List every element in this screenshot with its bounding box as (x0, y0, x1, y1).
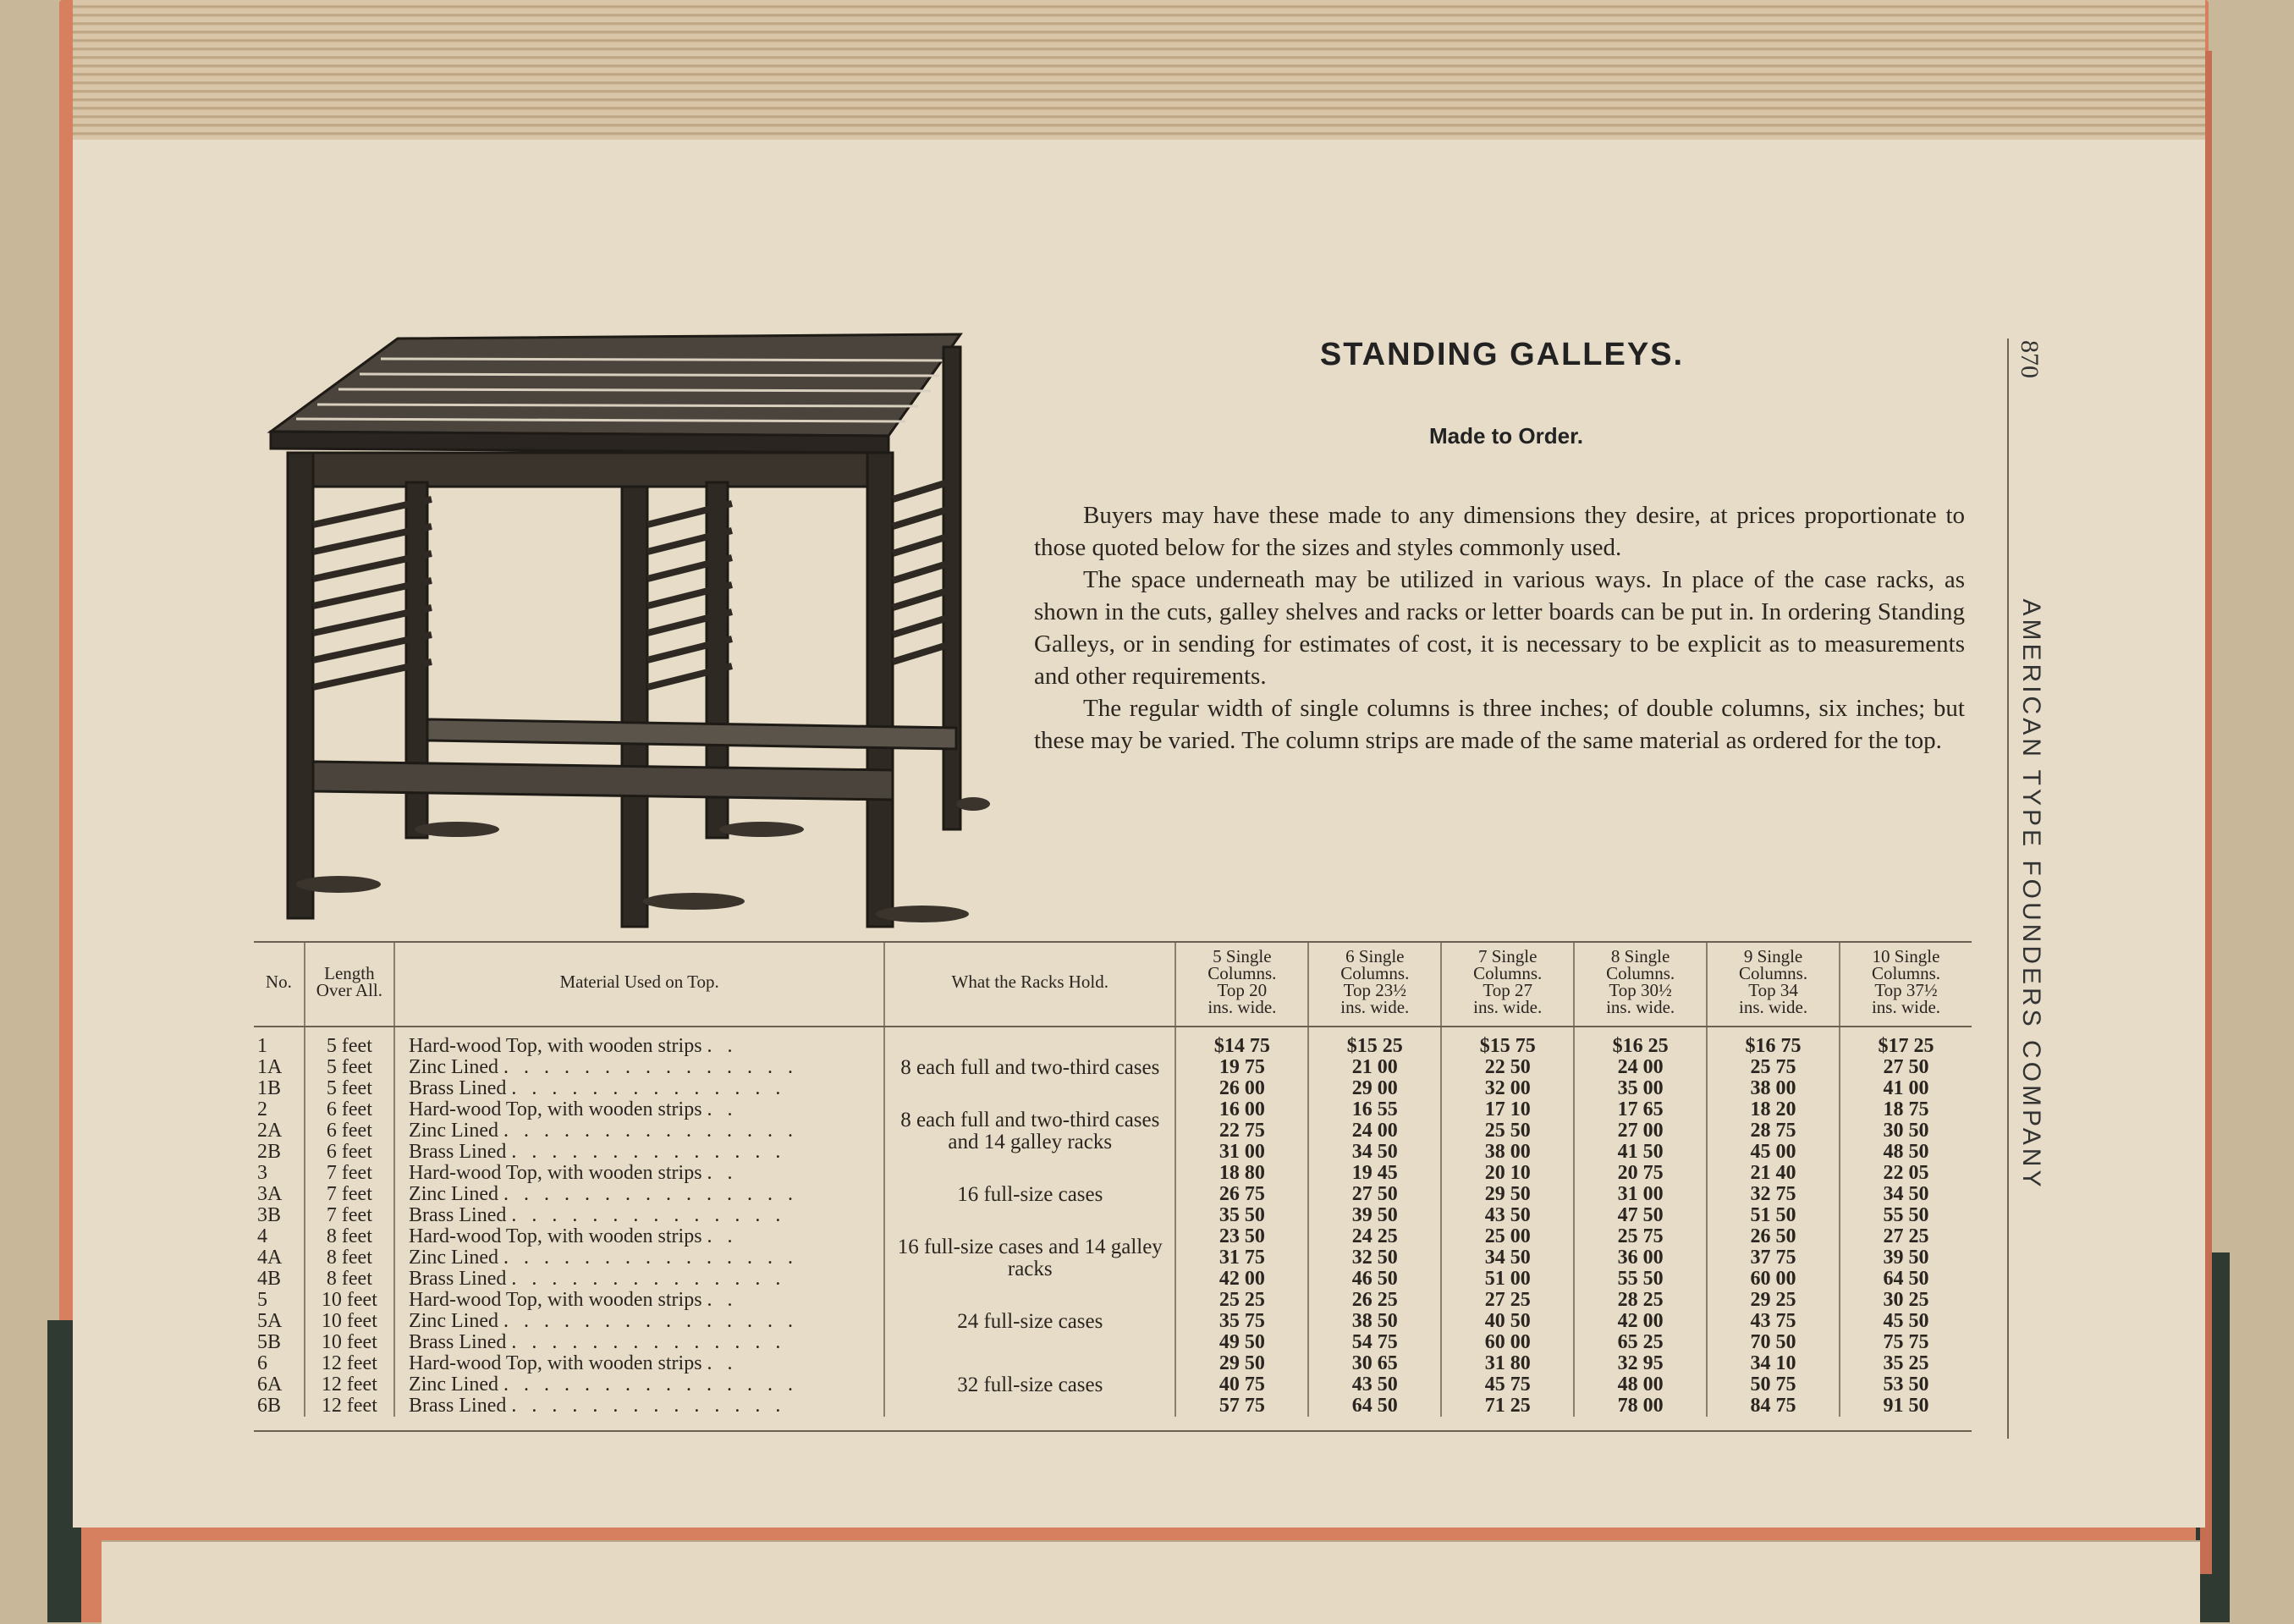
header-col-9: 9 Single Columns. Top 34 ins. wide. (1707, 942, 1840, 1027)
row-length: 7 feet (305, 1205, 394, 1226)
price-cell: 26 00 (1175, 1078, 1308, 1099)
price-cell: 26 25 (1308, 1290, 1441, 1311)
price-cell: 32 00 (1441, 1078, 1574, 1099)
price-cell: 60 00 (1441, 1332, 1574, 1353)
price-cell: 19 75 (1175, 1057, 1308, 1078)
row-no: 2B (257, 1141, 282, 1163)
row-no: 1 (257, 1035, 267, 1057)
price-cell: 43 50 (1308, 1374, 1441, 1396)
price-cell: 84 75 (1707, 1396, 1840, 1417)
row-material: Zinc Lined . . . . . . . . . . . . . . . (394, 1374, 884, 1396)
price-cell: 35 50 (1175, 1205, 1308, 1226)
price-cell: 39 50 (1840, 1247, 1972, 1269)
row-material: Brass Lined . . . . . . . . . . . . . . (394, 1078, 884, 1099)
price-cell: 17 65 (1574, 1099, 1707, 1120)
price-cell: 48 50 (1840, 1142, 1972, 1163)
price-cell: 64 50 (1840, 1269, 1972, 1290)
price-cell: 27 50 (1308, 1184, 1441, 1205)
price-cell: 41 50 (1574, 1142, 1707, 1163)
price-cell: $15 75 (1441, 1027, 1574, 1057)
row-material: Hard-wood Top, with wooden strips . . (394, 1163, 884, 1184)
price-cell: 40 75 (1175, 1374, 1308, 1396)
price-cell: 32 50 (1308, 1247, 1441, 1269)
price-cell: 29 50 (1441, 1184, 1574, 1205)
page-number: 870 (2016, 340, 2044, 378)
price-cell: 20 75 (1574, 1163, 1707, 1184)
price-cell: 18 20 (1707, 1099, 1840, 1120)
header-length: Length Over All. (305, 942, 394, 1027)
price-cell: 91 50 (1840, 1396, 1972, 1417)
price-cell: 51 50 (1707, 1205, 1840, 1226)
row-no: 5 (257, 1289, 267, 1311)
price-cell: 37 75 (1707, 1247, 1840, 1269)
row-no: 1A (257, 1056, 283, 1078)
row-no: 6A (257, 1374, 283, 1396)
row-material: Hard-wood Top, with wooden strips . . (394, 1099, 884, 1120)
price-cell: 25 75 (1574, 1226, 1707, 1247)
price-cell: $17 25 (1840, 1027, 1972, 1057)
price-cell: 78 00 (1574, 1396, 1707, 1417)
next-page-edge (102, 1540, 2200, 1624)
price-cell: 31 00 (1574, 1184, 1707, 1205)
price-cell: 34 50 (1840, 1184, 1972, 1205)
price-cell: 29 50 (1175, 1353, 1308, 1374)
header-racks: What the Racks Hold. (884, 942, 1175, 1027)
price-cell: 51 00 (1441, 1269, 1574, 1290)
header-col-8: 8 Single Columns. Top 30½ ins. wide. (1574, 942, 1707, 1027)
price-cell: 60 00 (1707, 1269, 1840, 1290)
price-cell: 27 25 (1441, 1290, 1574, 1311)
paragraph-3: The regular width of single columns is three inches; of double columns, six inches; but these may be varied. The column strips are made of the same material as ordered for the top. (1034, 695, 1965, 754)
price-cell: $16 75 (1707, 1027, 1840, 1057)
price-table (254, 941, 1972, 1417)
price-cell: 55 50 (1574, 1269, 1707, 1290)
row-no: 5B (257, 1331, 282, 1353)
row-length: 5 feet (305, 1078, 394, 1099)
row-material: Zinc Lined . . . . . . . . . . . . . . . (394, 1120, 884, 1142)
row-material: Zinc Lined . . . . . . . . . . . . . . . (394, 1311, 884, 1332)
price-cell: 34 50 (1441, 1247, 1574, 1269)
description (1034, 499, 1965, 757)
row-length: 10 feet (305, 1311, 394, 1332)
row-no: 3B (257, 1204, 282, 1226)
table-row (254, 1290, 1972, 1311)
price-cell: 39 50 (1308, 1205, 1441, 1226)
price-cell: 31 80 (1441, 1353, 1574, 1374)
row-material: Hard-wood Top, with wooden strips . . (394, 1290, 884, 1311)
price-cell: 22 50 (1441, 1057, 1574, 1078)
row-no: 6B (257, 1395, 282, 1417)
row-length: 5 feet (305, 1027, 394, 1057)
price-cell: 35 00 (1574, 1078, 1707, 1099)
price-cell: 46 50 (1308, 1269, 1441, 1290)
price-cell: 34 10 (1707, 1353, 1840, 1374)
table-row (254, 1099, 1972, 1120)
racks-cell: 16 full-size cases (884, 1163, 1175, 1226)
table-row (254, 1353, 1972, 1374)
row-material: Brass Lined . . . . . . . . . . . . . . (394, 1142, 884, 1163)
row-material: Zinc Lined . . . . . . . . . . . . . . . (394, 1184, 884, 1205)
header-col-10: 10 Single Columns. Top 37½ ins. wide. (1840, 942, 1972, 1027)
price-cell: 26 50 (1707, 1226, 1840, 1247)
row-no: 3 (257, 1162, 267, 1184)
price-cell: 35 75 (1175, 1311, 1308, 1332)
price-cell: 38 00 (1441, 1142, 1574, 1163)
price-cell: 43 50 (1441, 1205, 1574, 1226)
row-no: 4B (257, 1268, 282, 1290)
price-cell: 55 50 (1840, 1205, 1972, 1226)
page-subtitle: Made to Order. (1428, 423, 1584, 449)
table-header-row (254, 942, 1972, 1027)
price-cell: 36 00 (1574, 1247, 1707, 1269)
price-cell: 29 25 (1707, 1290, 1840, 1311)
header-col-7: 7 Single Columns. Top 27 ins. wide. (1441, 942, 1574, 1027)
price-cell: 27 25 (1840, 1226, 1972, 1247)
table-bottom-rule (254, 1430, 1972, 1432)
row-no: 5A (257, 1310, 283, 1332)
price-cell: $14 75 (1175, 1027, 1308, 1057)
header-col-5: 5 Single Columns. Top 20 ins. wide. (1175, 942, 1308, 1027)
running-head: AMERICAN TYPE FOUNDERS COMPANY (2017, 598, 2045, 1191)
row-length: 7 feet (305, 1163, 394, 1184)
row-material: Brass Lined . . . . . . . . . . . . . . (394, 1332, 884, 1353)
header-material: Material Used on Top. (394, 942, 884, 1027)
price-cell: 21 00 (1308, 1057, 1441, 1078)
row-material: Zinc Lined . . . . . . . . . . . . . . . (394, 1057, 884, 1078)
paragraph-2: The space underneath may be utilized in various ways. In place of the case racks, as shown in the cuts, galley shelves and racks or letter boards can be put in. In ordering Standing Galleys, or in sending for estimates of cost, it is necessary to be explicit as to measurements and other requirements. (1034, 566, 1965, 690)
row-length: 10 feet (305, 1290, 394, 1311)
standing-galley-illustration (262, 330, 990, 939)
header-col-6: 6 Single Columns. Top 23½ ins. wide. (1308, 942, 1441, 1027)
price-cell: 45 50 (1840, 1311, 1972, 1332)
price-cell: 18 75 (1840, 1099, 1972, 1120)
price-cell: 47 50 (1574, 1205, 1707, 1226)
row-length: 7 feet (305, 1184, 394, 1205)
racks-cell: 8 each full and two-third cases (884, 1027, 1175, 1099)
price-cell: 19 45 (1308, 1163, 1441, 1184)
price-cell: 25 00 (1441, 1226, 1574, 1247)
row-length: 8 feet (305, 1247, 394, 1269)
price-cell: 42 00 (1175, 1269, 1308, 1290)
price-cell: 38 50 (1308, 1311, 1441, 1332)
price-cell: 18 80 (1175, 1163, 1308, 1184)
row-material: Brass Lined . . . . . . . . . . . . . . (394, 1205, 884, 1226)
row-no: 1B (257, 1077, 282, 1099)
row-length: 6 feet (305, 1120, 394, 1142)
price-cell: 49 50 (1175, 1332, 1308, 1353)
price-cell: 70 50 (1707, 1332, 1840, 1353)
row-length: 10 feet (305, 1332, 394, 1353)
price-cell: 30 65 (1308, 1353, 1441, 1374)
price-cell: $16 25 (1574, 1027, 1707, 1057)
row-length: 6 feet (305, 1099, 394, 1120)
price-cell: 25 75 (1707, 1057, 1840, 1078)
racks-cell: 32 full-size cases (884, 1353, 1175, 1417)
price-cell: 64 50 (1308, 1396, 1441, 1417)
price-cell: 17 10 (1441, 1099, 1574, 1120)
price-cell: 21 40 (1707, 1163, 1840, 1184)
price-cell: 28 25 (1574, 1290, 1707, 1311)
price-cell: 27 00 (1574, 1120, 1707, 1142)
price-cell: 75 75 (1840, 1332, 1972, 1353)
row-length: 6 feet (305, 1142, 394, 1163)
price-cell: 34 50 (1308, 1142, 1441, 1163)
price-cell: 25 50 (1441, 1120, 1574, 1142)
price-cell: 54 75 (1308, 1332, 1441, 1353)
price-cell: 71 25 (1441, 1396, 1574, 1417)
price-cell: 45 75 (1441, 1374, 1574, 1396)
price-cell: 24 00 (1574, 1057, 1707, 1078)
row-no: 4A (257, 1247, 283, 1269)
page-stack (73, 0, 2205, 144)
racks-cell: 24 full-size cases (884, 1290, 1175, 1353)
price-cell: 29 00 (1308, 1078, 1441, 1099)
row-length: 5 feet (305, 1057, 394, 1078)
price-cell: 22 75 (1175, 1120, 1308, 1142)
row-length: 8 feet (305, 1226, 394, 1247)
price-cell: $15 25 (1308, 1027, 1441, 1057)
row-length: 8 feet (305, 1269, 394, 1290)
price-cell: 42 00 (1574, 1311, 1707, 1332)
row-no: 4 (257, 1225, 267, 1247)
price-cell: 65 25 (1574, 1332, 1707, 1353)
price-cell: 23 50 (1175, 1226, 1308, 1247)
price-cell: 16 55 (1308, 1099, 1441, 1120)
header-no: No. (254, 942, 305, 1027)
price-cell: 20 10 (1441, 1163, 1574, 1184)
row-no: 2A (257, 1120, 283, 1142)
price-cell: 30 50 (1840, 1120, 1972, 1142)
price-cell: 22 05 (1840, 1163, 1972, 1184)
price-cell: 45 00 (1707, 1142, 1840, 1163)
price-cell: 35 25 (1840, 1353, 1972, 1374)
row-no: 6 (257, 1352, 267, 1374)
racks-cell: 16 full-size cases and 14 galley racks (884, 1226, 1175, 1290)
price-cell: 40 50 (1441, 1311, 1574, 1332)
price-cell: 41 00 (1840, 1078, 1972, 1099)
price-cell: 26 75 (1175, 1184, 1308, 1205)
table-row (254, 1027, 1972, 1057)
page-title: STANDING GALLEYS. (1319, 337, 1685, 372)
row-material: Hard-wood Top, with wooden strips . . (394, 1353, 884, 1374)
row-material: Zinc Lined . . . . . . . . . . . . . . . (394, 1247, 884, 1269)
price-cell: 48 00 (1574, 1374, 1707, 1396)
row-no: 3A (257, 1183, 283, 1205)
price-cell: 50 75 (1707, 1374, 1840, 1396)
row-material: Brass Lined . . . . . . . . . . . . . . (394, 1396, 884, 1417)
price-cell: 43 75 (1707, 1311, 1840, 1332)
price-cell: 38 00 (1707, 1078, 1840, 1099)
row-length: 12 feet (305, 1374, 394, 1396)
price-cell: 25 25 (1175, 1290, 1308, 1311)
row-no: 2 (257, 1098, 267, 1120)
price-cell: 57 75 (1175, 1396, 1308, 1417)
price-cell: 27 50 (1840, 1057, 1972, 1078)
row-length: 12 feet (305, 1396, 394, 1417)
price-cell: 30 25 (1840, 1290, 1972, 1311)
table-body (254, 1027, 1972, 1417)
price-cell: 31 75 (1175, 1247, 1308, 1269)
row-material: Brass Lined . . . . . . . . . . . . . . (394, 1269, 884, 1290)
table-row (254, 1163, 1972, 1184)
price-cell: 28 75 (1707, 1120, 1840, 1142)
row-material: Hard-wood Top, with wooden strips . . (394, 1027, 884, 1057)
row-length: 12 feet (305, 1353, 394, 1374)
price-cell: 16 00 (1175, 1099, 1308, 1120)
price-cell: 24 25 (1308, 1226, 1441, 1247)
racks-cell: 8 each full and two-third cases and 14 galley racks (884, 1099, 1175, 1163)
price-cell: 24 00 (1308, 1120, 1441, 1142)
price-cell: 53 50 (1840, 1374, 1972, 1396)
price-cell: 31 00 (1175, 1142, 1308, 1163)
price-cell: 32 75 (1707, 1184, 1840, 1205)
table-row (254, 1226, 1972, 1247)
row-material: Hard-wood Top, with wooden strips . . (394, 1226, 884, 1247)
price-cell: 32 95 (1574, 1353, 1707, 1374)
paragraph-1: Buyers may have these made to any dimensions they desire, at prices proportionate to those quoted below for the sizes and styles commonly used. (1034, 502, 1965, 561)
